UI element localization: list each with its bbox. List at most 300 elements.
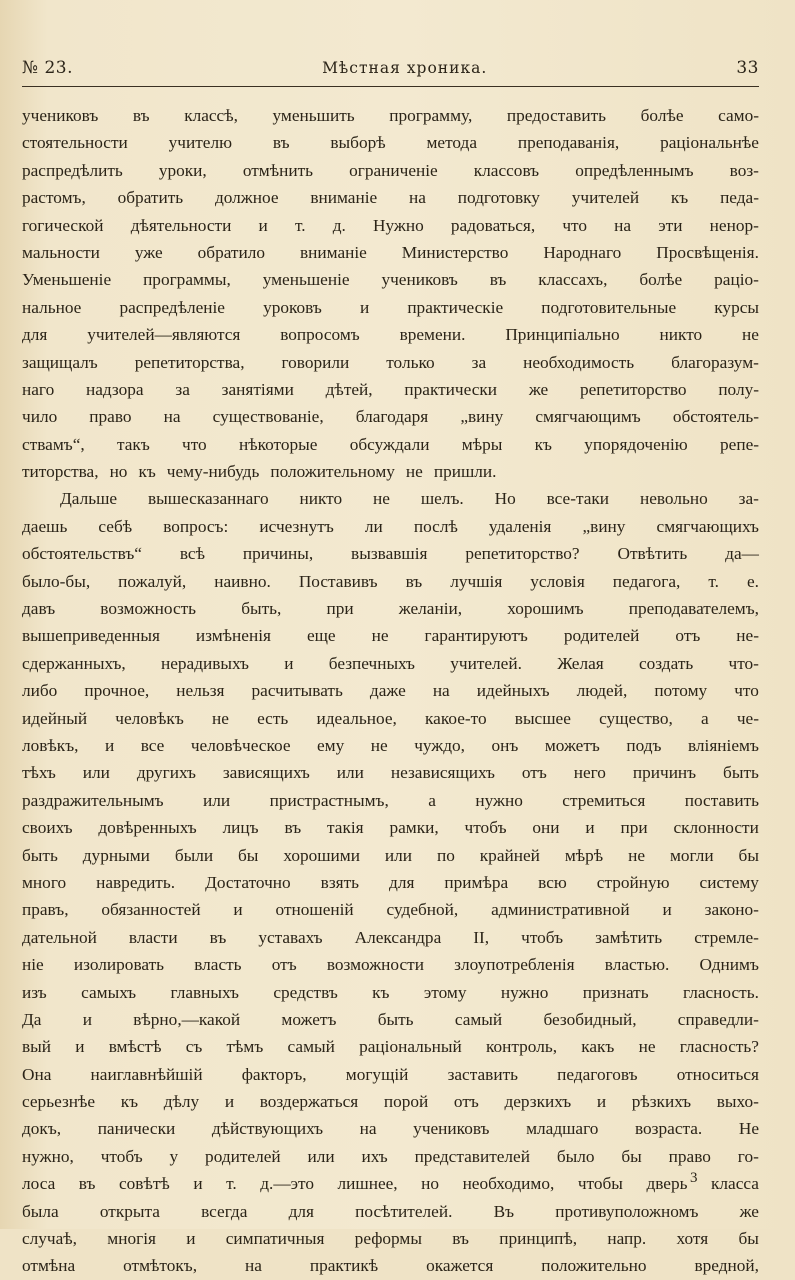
- word: титорства,: [22, 462, 99, 482]
- word: безпечныхъ: [328, 653, 415, 673]
- word: учениковъ: [22, 106, 99, 125]
- word: взять: [320, 872, 360, 892]
- text-line: [22, 568, 759, 595]
- word: напр.: [607, 1229, 647, 1249]
- text-line: [22, 266, 759, 293]
- word: къ: [138, 462, 156, 482]
- word: отношеній: [275, 900, 354, 920]
- word: при: [326, 599, 354, 619]
- word: ніе: [22, 955, 44, 975]
- word: въ: [272, 133, 290, 153]
- word: учителей.: [450, 653, 522, 673]
- word: не: [742, 325, 759, 345]
- word: не: [628, 845, 646, 865]
- text-line: [22, 1252, 759, 1279]
- word: хорошими: [283, 845, 360, 865]
- word: стремиться: [562, 790, 646, 810]
- word: на: [614, 215, 632, 235]
- word: административной: [491, 900, 630, 920]
- word: Народнаго: [543, 242, 622, 262]
- word: нерадивыхъ: [161, 653, 249, 673]
- word: быть: [723, 763, 759, 783]
- word: не: [373, 489, 390, 509]
- word: эти: [658, 215, 683, 235]
- word: педа-: [720, 188, 759, 208]
- word: ихъ: [361, 1146, 388, 1166]
- text-line: [22, 1061, 759, 1088]
- text-line: [22, 184, 759, 211]
- word: измѣненія: [195, 626, 271, 646]
- word: причинъ: [632, 763, 697, 783]
- word: даже: [369, 681, 406, 701]
- word: необходимость: [523, 352, 635, 372]
- word: е.: [746, 571, 759, 591]
- word: послѣ: [413, 516, 458, 536]
- word: не: [371, 626, 389, 646]
- word: невольно: [639, 489, 708, 509]
- word: много: [22, 872, 67, 892]
- word: репетиторство?: [465, 544, 580, 564]
- word: все: [140, 735, 165, 755]
- text-line: [22, 1033, 759, 1060]
- word: совѣтѣ: [118, 1174, 170, 1194]
- word: вопросъ:: [163, 516, 229, 536]
- word: наиглавнѣйшій: [90, 1064, 203, 1084]
- word: дерзкихъ: [504, 1092, 572, 1112]
- text-line: [22, 677, 759, 704]
- word: репе-: [720, 434, 759, 454]
- word: какъ: [581, 1037, 615, 1057]
- word: примѣра: [444, 872, 509, 892]
- word: предоставить: [506, 106, 607, 125]
- text-line: [22, 814, 759, 841]
- word: смягчающимъ: [535, 407, 641, 427]
- word: причины,: [242, 544, 314, 564]
- word: по: [436, 845, 455, 865]
- text-line: [22, 129, 759, 156]
- word: расчитывать: [251, 681, 343, 701]
- word: вредной,: [694, 1256, 759, 1276]
- word: въ: [405, 571, 423, 591]
- word: же: [739, 1201, 759, 1221]
- word: чтобъ: [100, 1146, 143, 1166]
- word: Она: [22, 1064, 52, 1084]
- header-rule: [22, 86, 759, 87]
- word: выборѣ: [330, 133, 386, 153]
- word: родителей: [563, 626, 640, 646]
- word: мѣры: [461, 434, 503, 454]
- word: факторъ,: [241, 1064, 307, 1084]
- word: но: [109, 462, 128, 482]
- word: лишнее,: [337, 1174, 398, 1194]
- article-text: [22, 102, 759, 1280]
- word: докъ,: [22, 1119, 62, 1139]
- text-line: [22, 705, 759, 732]
- word: наго: [22, 379, 55, 399]
- word: раздражительнымъ: [22, 790, 164, 810]
- word: учителю: [168, 133, 232, 153]
- word: быть: [377, 1009, 414, 1029]
- word: открыта: [99, 1201, 160, 1221]
- text-line: [22, 979, 759, 1006]
- running-title: Мѣстная хроника.: [322, 59, 488, 77]
- text-line: [22, 650, 759, 677]
- word: систему: [699, 872, 759, 892]
- word: Въ: [493, 1201, 515, 1221]
- word: обратило: [197, 242, 266, 262]
- word: стремле-: [694, 927, 759, 947]
- word: уменьшить: [272, 106, 355, 125]
- word: благоразум-: [671, 352, 759, 372]
- word: или: [307, 1146, 335, 1166]
- word: высшее: [514, 708, 571, 728]
- word: признать: [582, 982, 649, 1002]
- word: учителей: [571, 188, 640, 208]
- word: или: [203, 790, 231, 810]
- word: необходимо,: [462, 1174, 555, 1194]
- text-line: [22, 595, 759, 622]
- word: власти: [128, 927, 178, 947]
- word: бы: [738, 845, 759, 865]
- word: ловѣкъ,: [22, 735, 79, 755]
- word: же: [528, 379, 549, 399]
- word: уставахъ: [258, 927, 323, 947]
- word: и: [193, 1174, 203, 1194]
- word: младшаго: [526, 1119, 599, 1139]
- word: отъ: [521, 763, 547, 783]
- text-line: [22, 951, 759, 978]
- word: обязанностей: [101, 900, 201, 920]
- word: классахъ,: [538, 270, 608, 290]
- word: справедли-: [677, 1009, 759, 1029]
- word: мальности: [22, 242, 100, 262]
- word: возможности: [326, 955, 424, 975]
- word: Просвѣщенія.: [656, 242, 759, 262]
- word: „вину: [460, 407, 504, 427]
- word: практикѣ: [309, 1256, 379, 1276]
- word: вышеприведенныя: [22, 626, 160, 646]
- word: противуположномъ: [555, 1201, 699, 1221]
- word: отмѣна: [22, 1256, 76, 1276]
- word: этому: [423, 982, 467, 1002]
- word: радоваться,: [450, 215, 536, 235]
- word: всѣ: [179, 544, 205, 564]
- word: нужно,: [22, 1146, 74, 1166]
- word: Желая: [557, 653, 604, 673]
- word: раціо-: [714, 270, 759, 290]
- word: можетъ: [281, 1009, 337, 1029]
- word: изъ: [22, 982, 47, 1002]
- page-number: 33: [736, 58, 759, 78]
- word: возраста.: [635, 1119, 703, 1139]
- text-line: [22, 1198, 759, 1225]
- word: Дальше: [60, 489, 118, 509]
- word: т.: [708, 571, 719, 591]
- word: для: [288, 1201, 314, 1221]
- word: и: [596, 1092, 607, 1112]
- word: было-бы,: [22, 571, 91, 591]
- word: случаѣ,: [22, 1229, 77, 1249]
- word: „вину: [582, 516, 626, 536]
- word: право: [668, 1146, 711, 1166]
- word: и: [662, 900, 672, 920]
- word: Принципіально: [505, 325, 620, 345]
- word: исчезнутъ: [259, 516, 334, 536]
- word: вышесказаннаго: [147, 489, 269, 509]
- word: посѣтителей.: [355, 1201, 453, 1221]
- word: дѣтей,: [325, 379, 373, 399]
- word: педагоговъ: [557, 1064, 638, 1084]
- signature-mark: 3: [690, 1170, 698, 1186]
- word: чтобы: [577, 1174, 623, 1194]
- word: не: [370, 735, 388, 755]
- word: учениковъ: [413, 1119, 490, 1139]
- word: отъ: [453, 1092, 479, 1112]
- word: на: [432, 681, 450, 701]
- word: гласность.: [683, 982, 759, 1002]
- text-line: [22, 732, 759, 759]
- word: Но: [494, 489, 516, 509]
- word: чуждо,: [414, 735, 465, 755]
- word: многія: [107, 1229, 156, 1249]
- word: реформы: [354, 1229, 422, 1249]
- word: главныхъ: [170, 982, 239, 1002]
- word: порой: [383, 1092, 429, 1112]
- word: всегда: [201, 1201, 248, 1221]
- word: ограниченіе: [349, 160, 438, 180]
- word: они: [532, 818, 560, 838]
- word: и: [224, 1092, 235, 1112]
- word: и: [359, 297, 370, 317]
- word: создать: [638, 653, 694, 673]
- word: воз-: [729, 160, 759, 180]
- word: метода: [426, 133, 478, 153]
- word: крайней: [479, 845, 540, 865]
- word: ствамъ“,: [22, 434, 85, 454]
- word: дверь: [646, 1174, 688, 1194]
- word: въ: [452, 1229, 469, 1249]
- word: за: [175, 379, 190, 399]
- word: че-: [736, 708, 759, 728]
- word: тѣхъ: [22, 763, 56, 783]
- word: отмѣнить: [242, 160, 314, 180]
- text-line: [22, 294, 759, 321]
- word: Александра: [354, 927, 442, 947]
- word: рамки,: [389, 818, 439, 838]
- word: только: [386, 352, 435, 372]
- word: идеальное,: [316, 708, 397, 728]
- issue-number: № 23.: [22, 58, 74, 78]
- word: растомъ,: [22, 188, 86, 208]
- word: отъ: [675, 626, 701, 646]
- word: вѣрно,—какой: [133, 1009, 241, 1029]
- word: болѣе: [639, 270, 683, 290]
- word: средствъ: [273, 982, 338, 1002]
- word: подъ: [626, 735, 662, 755]
- word: стоятельности: [22, 133, 128, 153]
- word: не-: [736, 626, 759, 646]
- word: классѣ,: [184, 106, 238, 125]
- word: самый: [454, 1009, 503, 1029]
- word: тѣмъ: [226, 1037, 264, 1057]
- word: были: [174, 845, 214, 865]
- word: вниманіе: [299, 242, 367, 262]
- word: Однимъ: [699, 955, 759, 975]
- word: серьезнѣе: [22, 1092, 96, 1112]
- word: никто: [299, 489, 343, 509]
- word: практическіе: [407, 297, 504, 317]
- word: въ: [132, 106, 150, 125]
- word: окажется: [426, 1256, 494, 1276]
- word: условія: [530, 571, 585, 591]
- word: для: [22, 325, 48, 345]
- word: вліяніемъ: [687, 735, 759, 755]
- word: нальное: [22, 297, 82, 317]
- word: уроковъ: [263, 297, 322, 317]
- word: а: [428, 790, 436, 810]
- word: вызвавшія: [351, 544, 428, 564]
- text-line: [22, 1225, 759, 1252]
- word: можетъ: [544, 735, 600, 755]
- word: правъ,: [22, 900, 69, 920]
- text-line: [22, 540, 759, 567]
- word: гогической: [22, 215, 104, 235]
- word: преподаванія,: [517, 133, 620, 153]
- word: распредѣлить: [22, 160, 123, 180]
- word: занятіями: [221, 379, 294, 399]
- word: а: [700, 708, 709, 728]
- word: или: [384, 845, 413, 865]
- word: что-: [728, 653, 759, 673]
- word: преподавателемъ,: [628, 599, 759, 619]
- word: что: [182, 434, 207, 454]
- word: власть: [194, 955, 242, 975]
- word: Уменьшеніе: [22, 270, 112, 290]
- word: Не: [738, 1119, 759, 1139]
- word: и: [186, 1229, 196, 1249]
- word: такія: [327, 818, 364, 838]
- word: своихъ: [22, 818, 73, 838]
- word: какое-то: [425, 708, 487, 728]
- word: д.: [332, 215, 346, 235]
- word: у: [169, 1146, 179, 1166]
- text-line: [22, 403, 759, 430]
- word: класса: [711, 1174, 759, 1194]
- word: и: [82, 1009, 92, 1029]
- text-line: [22, 431, 759, 458]
- word: Да: [22, 1009, 42, 1029]
- word: желаніи,: [398, 599, 463, 619]
- word: лоса: [22, 1174, 56, 1194]
- word: воздержаться: [259, 1092, 359, 1112]
- text-line: [22, 1170, 759, 1197]
- word: идейныхъ: [476, 681, 550, 701]
- word: репетиторство: [579, 379, 687, 399]
- word: не: [211, 708, 229, 728]
- word: чтобъ: [464, 818, 507, 838]
- word: давъ: [22, 599, 56, 619]
- word: поставить: [684, 790, 759, 810]
- text-line: [22, 759, 759, 786]
- word: уменьшеніе: [262, 270, 350, 290]
- word: изолировать: [73, 955, 165, 975]
- word: къ: [120, 1092, 139, 1112]
- word: нужно: [475, 790, 523, 810]
- word: людей,: [576, 681, 628, 701]
- word: подготовку: [457, 188, 540, 208]
- word: дѣйствующихъ: [211, 1119, 324, 1139]
- word: возможность: [100, 599, 197, 619]
- word: на: [244, 1256, 262, 1276]
- text-line: [22, 321, 759, 348]
- word: удаленія: [488, 516, 552, 536]
- word: съ: [185, 1037, 203, 1057]
- word: за: [471, 352, 487, 372]
- word: представителей: [414, 1146, 530, 1166]
- word: сдержанныхъ,: [22, 653, 126, 673]
- word: что: [734, 681, 759, 701]
- word: еще: [306, 626, 336, 646]
- word: вмѣстѣ: [108, 1037, 162, 1057]
- word: даешь: [22, 516, 68, 536]
- word: нѣкоторые: [239, 434, 318, 454]
- word: практически: [404, 379, 498, 399]
- word: онъ: [491, 735, 519, 755]
- word: къ: [372, 982, 390, 1002]
- word: относиться: [676, 1064, 759, 1084]
- text-line: [22, 485, 759, 512]
- word: властью.: [604, 955, 670, 975]
- word: учениковъ: [381, 270, 458, 290]
- word: обратить: [117, 188, 184, 208]
- word: ему: [317, 735, 345, 755]
- word: классовъ: [473, 160, 540, 180]
- word: другихъ: [136, 763, 196, 783]
- word: идейный: [22, 708, 88, 728]
- word: существо,: [599, 708, 673, 728]
- word: выхо-: [716, 1092, 759, 1112]
- word: нужно: [500, 982, 549, 1002]
- word: въ: [284, 818, 302, 838]
- word: ли: [364, 516, 383, 536]
- word: т.: [294, 215, 306, 235]
- word: распредѣленіе: [119, 297, 225, 317]
- word: на: [163, 407, 181, 427]
- word: бы: [738, 1229, 759, 1249]
- word: педагога,: [612, 571, 681, 591]
- word: упорядоченію: [584, 434, 688, 454]
- text-line: [22, 1088, 759, 1115]
- word: бы: [621, 1146, 642, 1166]
- word: человѣческое: [190, 735, 291, 755]
- word: пристрастнымъ,: [269, 790, 389, 810]
- word: уроки,: [158, 160, 207, 180]
- word: благодаря: [355, 407, 429, 427]
- text-line: [22, 212, 759, 239]
- word: положительно: [541, 1256, 647, 1276]
- text-line: [22, 157, 759, 184]
- word: обсуждали: [349, 434, 430, 454]
- word: болѣе: [640, 106, 684, 125]
- word: программу,: [389, 106, 473, 125]
- word: чтобъ: [521, 927, 564, 947]
- word: дѣлу: [163, 1092, 200, 1112]
- text-line: [22, 349, 759, 376]
- word: Министерство: [401, 242, 509, 262]
- word: го-: [737, 1146, 759, 1166]
- word: должное: [214, 188, 279, 208]
- word: II,: [473, 927, 490, 947]
